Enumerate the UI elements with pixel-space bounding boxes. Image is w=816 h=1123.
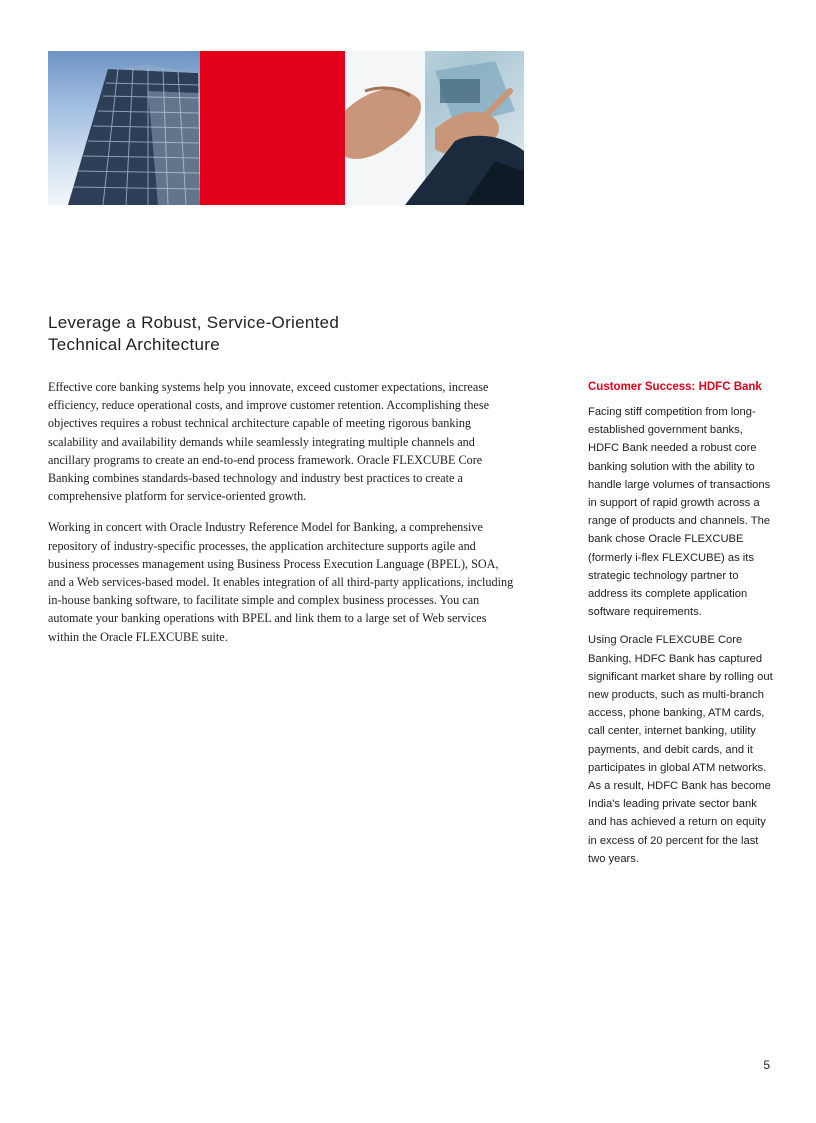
- section-heading-line-1: Leverage a Robust, Service-Oriented: [48, 313, 340, 332]
- sidebar-title: Customer Success: HDFC Bank: [588, 381, 762, 393]
- customer-success-sidebar: [588, 379, 774, 878]
- section-heading-line-2: Technical Architecture: [48, 335, 220, 354]
- section-heading: [48, 312, 339, 356]
- skyscraper-photo: [48, 51, 200, 205]
- red-accent-block: [200, 51, 345, 205]
- sidebar-paragraph: Using Oracle FLEXCUBE Core Banking, HDFC Bank has captured significant market share by rolling out new products, such as multi-branch access, phone banking, ATM cards, call center, internet banking, utility payments, and debit cards, and it participates in global ATM networks. As a result, HDFC Bank has become India's leading private sector bank and has achieved a return on equity in excess of 20 percent for the last two years.: [588, 634, 773, 865]
- skyscraper-illustration: [48, 51, 200, 205]
- sidebar-paragraph: Facing stiff competition from long-established government banks, HDFC Bank needed a robust core banking solution with the ability to handle large volumes of transactions in support of rapid growth across a range of products and channels. The bank chose Oracle FLEXCUBE (formerly i-flex FLEXCUBE) as its strategic technology partner to address its complete application software requirements.: [588, 406, 771, 619]
- atm-hands-illustration: [345, 51, 524, 205]
- atm-hands-photo: [345, 51, 524, 205]
- main-body-text: [48, 378, 518, 659]
- body-paragraph: Effective core banking systems help you innovate, exceed customer expectations, increase efficiency, reduce operational costs, and improve customer retention. Accomplishing these objectives requires a robust technical architecture capable of meeting rigorous banking scalability and availability demands while seamlessly integrating multiple channels and ancillary programs to create an end-to-end process framework. Oracle FLEXCUBE Core Banking combines standards-based technology and industry best practices to create a comprehensive platform for service-oriented growth.: [48, 380, 489, 504]
- header-banner: [48, 51, 524, 205]
- body-paragraph: Working in concert with Oracle Industry Reference Model for Banking, a comprehensive repository of industry-specific processes, the application architecture supports agile and business processes management using Business Process Execution Language (BPEL), SOA, and a Web services-based model. It enables integration of all third-party applications, including in-house banking software, to facilitate simple and complex business processes. You can automate your banking operations with BPEL and link them to a large set of Web services within the Oracle FLEXCUBE suite.: [48, 520, 514, 644]
- page-number: 5: [763, 1058, 770, 1072]
